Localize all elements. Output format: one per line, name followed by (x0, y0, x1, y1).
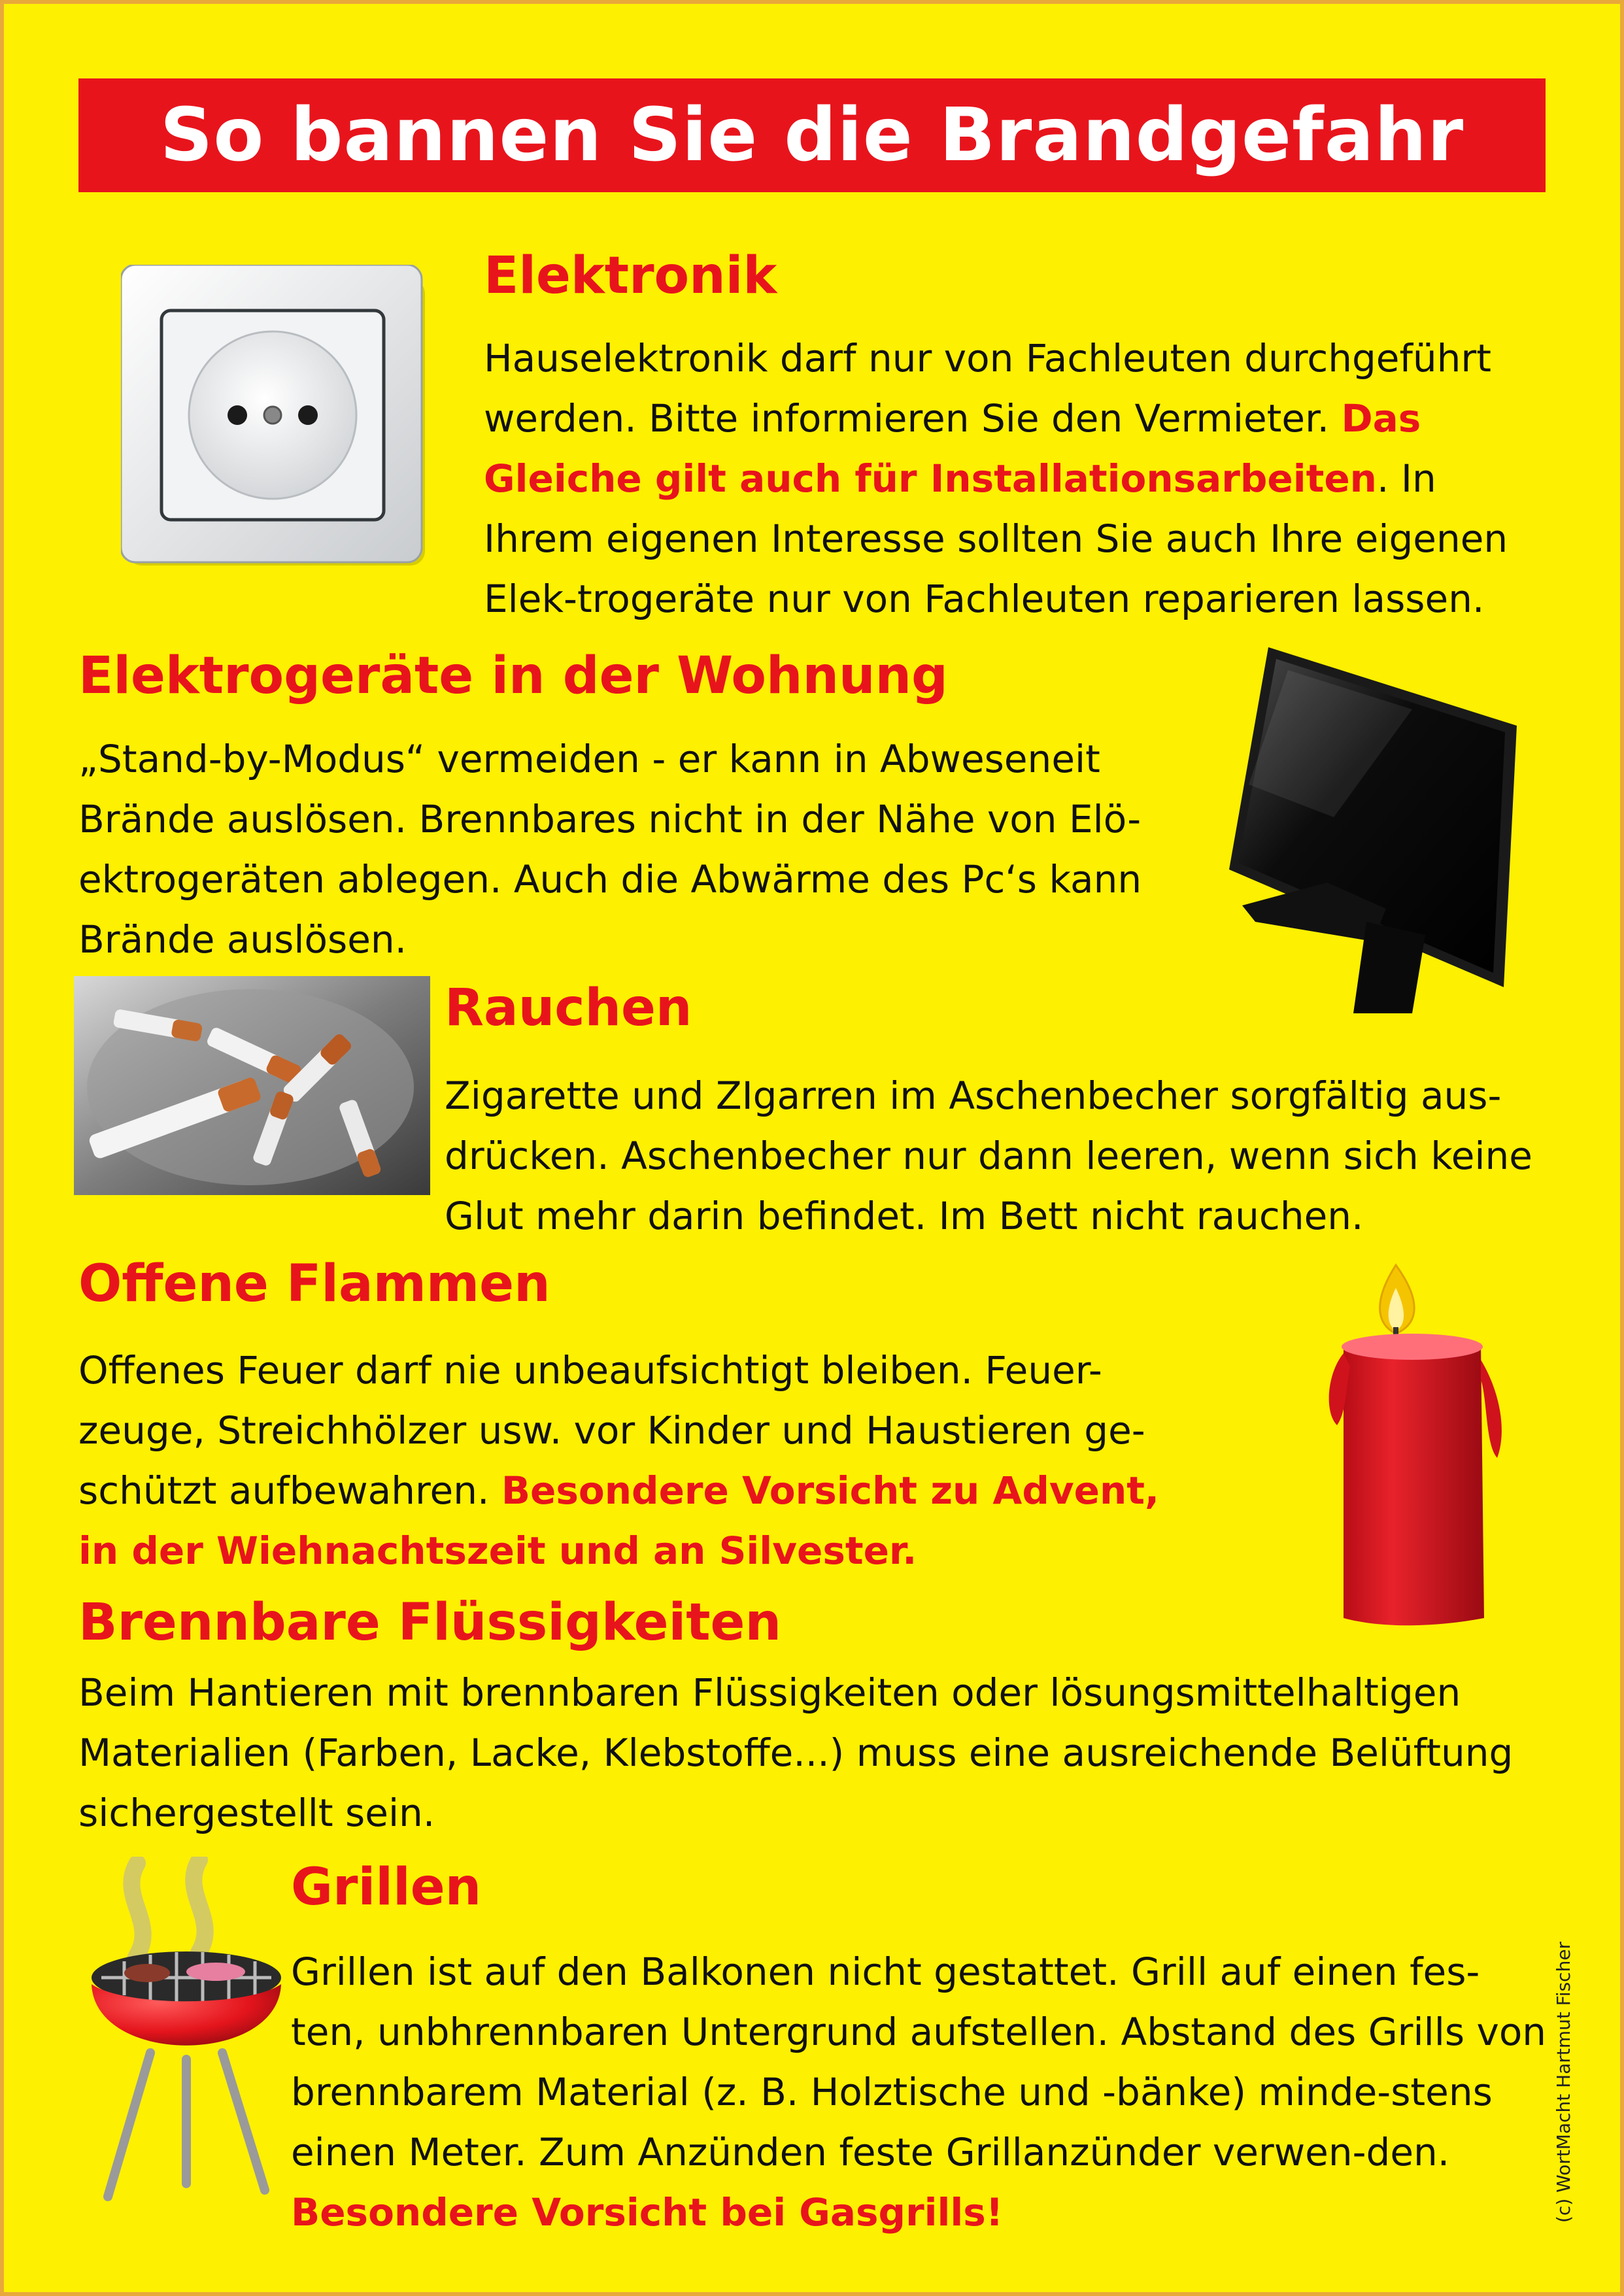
page-title: So bannen Sie die Brandgefahr (160, 93, 1464, 178)
copyright-credit: (c) WortMacht Hartmut Fischer (1553, 1941, 1574, 2223)
monitor-icon (1216, 647, 1530, 1013)
heading-offene-flammen: Offene Flammen (78, 1255, 550, 1313)
heading-elektronik: Elektronik (484, 246, 777, 305)
title-banner (78, 78, 1546, 192)
text-grillen: Grillen ist auf den Balkonen nicht gestattet. Grill auf einen fes-ten, unbhrennbaren Untergrund aufstellen. Abstand des Grills von brennbarem Material (z. B. Holztische und -bänke) minde-stens einen Meter. Zum Anzünden feste Grillanzünder verwen-den. Besondere Vorsicht bei Gasgrills! (291, 1950, 1547, 2235)
text-brennbare-fluessigkeiten: Beim Hantieren mit brennbaren Flüssigkeiten oder lösungsmittelhaltigen Materialien (Farben, Lacke, Klebstoffe...) muss eine ausreichende Belüftung sichergestellt sein. (78, 1670, 1514, 1835)
candle-icon (1314, 1262, 1510, 1628)
text-elektrogeraete: „Stand-by-Modus“ vermeiden - er kann in Abweseneit Brände auslösen. Brennbares nicht in der Nähe von Elö-ektrogeräten ablegen. Auch die Abwärme des Pc‘s kann Brände auslösen. (78, 737, 1142, 962)
power-socket-icon (121, 265, 425, 566)
heading-rauchen: Rauchen (445, 979, 692, 1038)
text-elektronik: Hauselektronik darf nur von Fachleuten durchgeführt werden. Bitte informieren Sie den Vermieter. Das Gleiche gilt auch für Installationsarbeiten. In Ihrem eigenen Interesse sollten Sie auch Ihre eigenen Elek-trogeräte nur von Fachleuten reparieren lassen. (484, 336, 1508, 621)
heading-elektrogeraete: Elektrogeräte in der Wohnung (78, 647, 948, 705)
grill-icon (85, 1857, 288, 2203)
text-rauchen: Zigarette und ZIgarren im Aschenbecher sorgfältig aus-drücken. Aschenbecher nur dann leeren, wenn sich keine Glut mehr darin befindet. Im Bett nicht rauchen. (445, 1073, 1532, 1238)
heading-grillen: Grillen (291, 1858, 482, 1917)
heading-brennbare-fluessigkeiten: Brennbare Flüssigkeiten (78, 1593, 781, 1652)
text-offene-flammen: Offenes Feuer darf nie unbeaufsichtigt bleiben. Feuer-zeuge, Streichhölzer usw. vor Kinder und Haustieren ge-schützt aufbewahren. Besondere Vorsicht zu Advent, in der Wiehnachtszeit und an Silvester. (78, 1348, 1160, 1573)
ashtray-icon (74, 976, 430, 1195)
